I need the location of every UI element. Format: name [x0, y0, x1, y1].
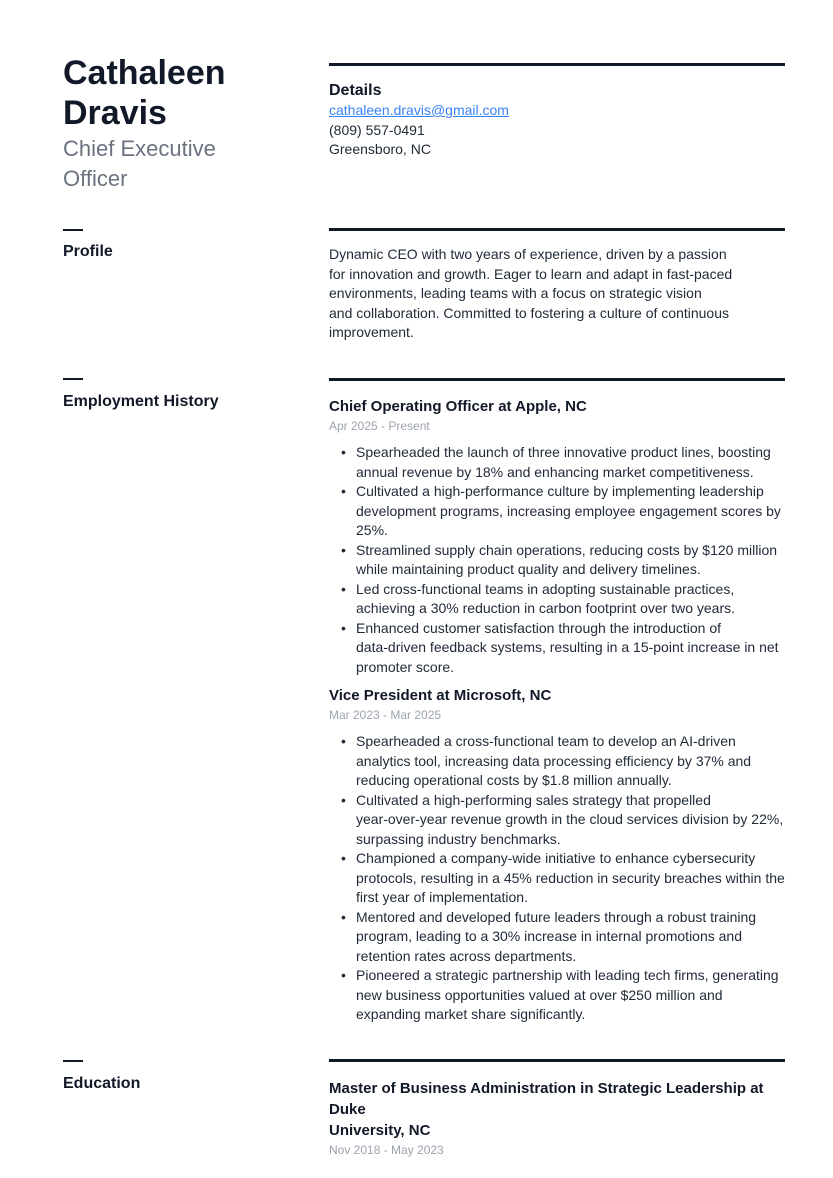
- profile-line: for innovation and growth. Eager to learn and adapt in fast-paced: [329, 265, 733, 282]
- job-dates: Apr 2025 - Present: [329, 419, 430, 433]
- job-title-line-2: Officer: [63, 166, 128, 191]
- profile-line: and collaboration. Committed to fostering a culture of continuous: [329, 304, 730, 321]
- achievement-item: • Enhanced customer satisfaction through the introduction of data-driven feedback systems, resulting in a 15-point increase in net promoter score.: [329, 619, 785, 678]
- achievement-item: • Led cross-functional teams in adopting sustainable practices, achieving a 30% reduction in carbon footprint over two years.: [329, 580, 785, 619]
- job-achievements: [329, 443, 785, 677]
- employment-dash: [63, 378, 83, 380]
- achievement-item: • Spearheaded the launch of three innovative product lines, boosting annual revenue by 18% and enhancing market competitiveness.: [329, 443, 785, 482]
- employment-heading: Employment History: [63, 393, 219, 410]
- job-dates: Mar 2023 - Mar 2025: [329, 708, 442, 722]
- education-dash: [63, 1060, 83, 1062]
- achievement-item: • Spearheaded a cross-functional team to develop an AI-driven analytics tool, increasing data processing efficiency by 37% and reducing operational costs by $1.8 million annually.: [329, 732, 785, 791]
- profile-summary: [329, 245, 785, 343]
- resume-header: [63, 53, 293, 194]
- job-title: Chief Operating Officer at Apple, NC: [329, 398, 587, 415]
- job-achievements: [329, 732, 785, 1025]
- details-section: [329, 82, 785, 160]
- candidate-first-name: Cathaleen: [63, 54, 226, 92]
- profile-line: environments, leading teams with a focus on strategic vision: [329, 285, 702, 301]
- details-divider: [329, 63, 785, 66]
- profile-line: Dynamic CEO with two years of experience, driven by a passion: [329, 246, 727, 262]
- details-heading: Details: [329, 82, 382, 99]
- email-link[interactable]: cathaleen.dravis@gmail.com: [329, 102, 509, 118]
- education-heading: Education: [63, 1075, 141, 1092]
- education-divider: [329, 1059, 785, 1062]
- profile-dash: [63, 229, 83, 231]
- achievement-item: • Pioneered a strategic partnership with leading tech firms, generating new business opportunities valued at over $250 million and expanding market share significantly.: [329, 966, 785, 1025]
- education-entry: [329, 1078, 785, 1159]
- achievement-item: • Mentored and developed future leaders through a robust training program, leading to a 30% increase in internal promotions and retention rates across departments.: [329, 908, 785, 967]
- education-dates: Nov 2018 - May 2023: [329, 1143, 444, 1157]
- employment-divider: [329, 378, 785, 381]
- degree-title-line-1: Master of Business Administration in Strategic Leadership at Duke: [329, 1080, 764, 1118]
- location: Greensboro, NC: [329, 141, 431, 157]
- candidate-last-name: Dravis: [63, 94, 167, 132]
- degree-title-line-2: University, NC: [329, 1122, 431, 1139]
- job-title: Vice President at Microsoft, NC: [329, 687, 552, 704]
- job-title-line-1: Chief Executive: [63, 136, 216, 161]
- achievement-item: • Cultivated a high-performance culture by implementing leadership development programs, increasing employee engagement scores by 25%.: [329, 482, 785, 541]
- phone-number: (809) 557-0491: [329, 121, 425, 138]
- profile-heading: Profile: [63, 243, 113, 260]
- profile-divider: [329, 228, 785, 231]
- achievement-item: • Streamlined supply chain operations, reducing costs by $120 million while maintaining product quality and delivery timelines.: [329, 541, 785, 580]
- profile-line: improvement.: [329, 324, 414, 340]
- achievement-item: • Championed a company-wide initiative to enhance cybersecurity protocols, resulting in a 45% reduction in security breaches within the first year of implementation.: [329, 849, 785, 908]
- job-entry: [329, 686, 785, 1025]
- job-entry: [329, 397, 785, 677]
- achievement-item: • Cultivated a high-performing sales strategy that propelled year-over-year revenue growth in the cloud services division by 22%, surpassing industry benchmarks.: [329, 791, 785, 850]
